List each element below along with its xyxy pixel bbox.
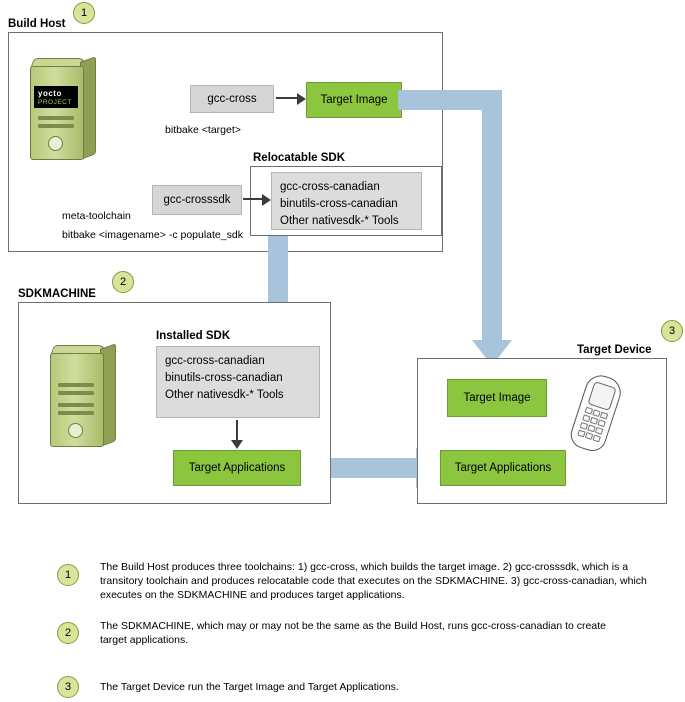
installed-sdk-item-1: binutils-cross-canadian	[165, 372, 283, 384]
legend-badge-3: 3	[57, 676, 79, 698]
yocto-logo-line1: yocto	[38, 89, 62, 98]
gcc-cross-box: gcc-cross	[190, 85, 274, 113]
installed-sdk-item-0: gcc-cross-canadian	[165, 355, 265, 367]
arrow-installed-sdk-to-target-apps	[228, 420, 248, 452]
arrow-gcc-cross-to-target-image	[276, 93, 308, 105]
target-device-target-applications-box: Target Applications	[440, 450, 566, 486]
legend-item-1	[57, 564, 79, 586]
target-device-target-image-box: Target Image	[447, 379, 547, 417]
arrow-gcc-crosssdk-to-sdk	[243, 194, 273, 206]
step-badge-3-target-device: 3	[661, 320, 683, 342]
arrow-target-image-to-target-device	[398, 82, 518, 362]
legend-text-3: The Target Device run the Target Image and Target Applications.	[100, 681, 399, 693]
legend-item-2	[57, 622, 79, 644]
step-badge-2-sdkmachine: 2	[112, 271, 134, 293]
legend-text-2: The SDKMACHINE, which may or may not be the same as the Build Host, runs gcc-cross-canadian to create target applications.	[100, 620, 606, 646]
build-host-title: Build Host	[8, 18, 66, 30]
installed-sdk-title: Installed SDK	[156, 330, 231, 342]
legend-text-1: The Build Host produces three toolchains: 1) gcc-cross, which builds the target image. 2) gcc-crosssdk, which is a transitory toolchain and produces relocatable code that executes on the SDKMACHINE. 3) gcc-cross-canadian, which executes on the SDKMACHINE and produces target applications.	[100, 561, 647, 601]
yocto-logo-line2: PROJECT	[38, 99, 72, 106]
legend-item-3	[57, 676, 79, 698]
installed-sdk-item-2: Other nativesdk-* Tools	[165, 389, 284, 401]
relocatable-sdk-item-1: binutils-cross-canadian	[280, 198, 398, 210]
relocatable-sdk-title: Relocatable SDK	[253, 152, 346, 164]
sdkmachine-computer-icon	[40, 345, 130, 453]
relocatable-sdk-item-2: Other nativesdk-* Tools	[280, 215, 399, 227]
meta-toolchain-label: meta-toolchain	[62, 210, 131, 222]
gcc-crosssdk-box: gcc-crosssdk	[152, 185, 242, 215]
sdkmachine-target-applications-box: Target Applications	[173, 450, 301, 486]
relocatable-sdk-item-0: gcc-cross-canadian	[280, 181, 380, 193]
legend-badge-2: 2	[57, 622, 79, 644]
legend-badge-1: 1	[57, 564, 79, 586]
step-badge-1-build-host: 1	[73, 2, 95, 24]
installed-sdk-contents	[156, 346, 320, 418]
build-host-target-image-box: Target Image	[306, 82, 402, 118]
build-host-computer-icon	[20, 58, 110, 166]
sdkmachine-title: SDKMACHINE	[18, 288, 96, 300]
bitbake-target-label: bitbake <target>	[165, 124, 241, 136]
bitbake-populate-sdk-label: bitbake <imagename> -c populate_sdk	[62, 229, 243, 241]
target-device-title: Target Device	[577, 344, 652, 356]
